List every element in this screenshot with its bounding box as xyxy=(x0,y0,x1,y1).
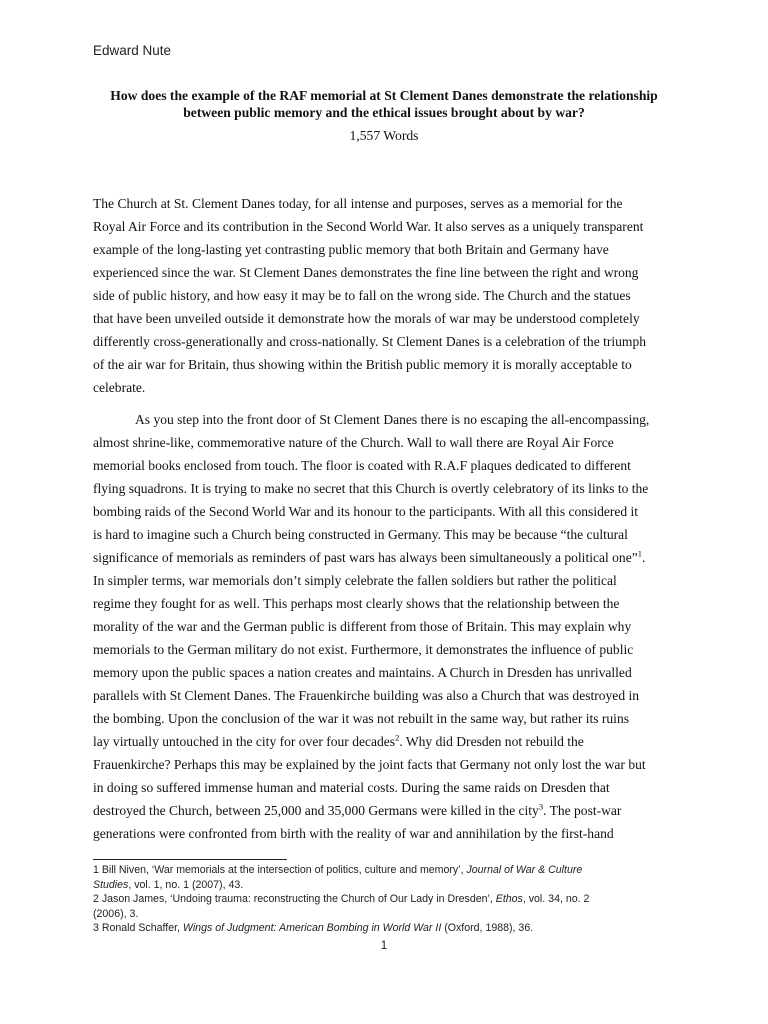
text-line: almost shrine-like, commemorative nature of the Church. Wall to wall there are Royal Air Force xyxy=(93,435,614,450)
page-number: 1 xyxy=(380,938,388,952)
title-line-1: How does the example of the RAF memorial at St Clement Danes demonstrate the relationship xyxy=(110,88,658,103)
footnote-2-continued: (2006), 3. xyxy=(93,907,139,920)
text-line xyxy=(93,546,675,569)
footnote-2 xyxy=(93,892,683,907)
footnote-1-continued xyxy=(93,878,683,893)
footnote-ref-1: 1 xyxy=(637,548,642,559)
text-segment: significance of memorials as reminders of past wars has always been simultaneously a political one” xyxy=(93,550,638,565)
text-line: celebrate. xyxy=(93,380,146,395)
text-line: memorials to the German military do not exist. Furthermore, it demonstrates the influence of public xyxy=(93,642,634,657)
text-line xyxy=(93,730,675,753)
paragraph-1 xyxy=(93,192,675,399)
text-line: of the air war for Britain, thus showing within the British public memory it is morally acceptable to xyxy=(93,357,632,372)
footnotes xyxy=(93,863,683,936)
footnote-ref-2: 2 xyxy=(395,732,400,743)
text-segment: . The post-war xyxy=(543,803,622,818)
text-line: Frauenkirche? Perhaps this may be explained by the joint facts that Germany not only lost the war but xyxy=(93,757,646,772)
text-line xyxy=(93,799,675,822)
text-line: differently cross-generationally and cross-nationally. St Clement Danes is a celebration of the triumph xyxy=(93,334,647,349)
footnote-1 xyxy=(93,863,683,878)
text-segment: lay virtually untouched in the city for over four decades xyxy=(93,734,396,749)
text-line: memorial books enclosed from touch. The floor is coated with R.A.F plaques dedicated to different xyxy=(93,458,631,473)
footnote-3 xyxy=(93,921,683,936)
title-line-2: between public memory and the ethical issues brought about by war? xyxy=(183,105,585,120)
essay-title xyxy=(93,87,675,121)
text-line: flying squadrons. It is trying to make no secret that this Church is overtly celebratory of its links to the xyxy=(93,481,649,496)
text-line: morality of the war and the German public is different from those of Britain. This may explain why xyxy=(93,619,632,634)
text-line: generations were confronted from birth with the reality of war and annihilation by the first-hand xyxy=(93,826,614,841)
text-line: in doing so suffered immense human and material costs. During the same raids on Dresden that xyxy=(93,780,610,795)
footnote-journal: Ethos xyxy=(495,893,523,905)
footnote-text: 2 Jason James, ‘Undoing trauma: reconstructing the Church of Our Lady in Dresden’, xyxy=(93,893,496,905)
text-line: regime they fought for as well. This perhaps most clearly shows that the relationship between the xyxy=(93,596,620,611)
text-segment: destroyed the Church, between 25,000 and 35,000 Germans were killed in the city xyxy=(93,803,539,818)
text-line: As you step into the front door of St Clement Danes there is no escaping the all-encompassing, xyxy=(135,412,650,427)
text-line: the bombing. Upon the conclusion of the war it was not rebuilt in the same way, but rather its ruins xyxy=(93,711,629,726)
text-line: bombing raids of the Second World War and its honour to the participants. With all this considered it xyxy=(93,504,639,519)
footnote-journal: Journal of War & Culture xyxy=(466,864,583,876)
text-segment: . xyxy=(641,550,646,565)
text-line: In simpler terms, war memorials don’t simply celebrate the fallen soldiers but rather the political xyxy=(93,573,617,588)
text-segment: . Why did Dresden not rebuild the xyxy=(399,734,584,749)
page-header-author: Edward Nute xyxy=(93,43,172,58)
word-count: 1,557 Words xyxy=(349,128,419,143)
text-line: side of public history, and how easy it may be to fall on the wrong side. The Church and the statues xyxy=(93,288,631,303)
footnote-ref-3: 3 xyxy=(538,801,544,812)
text-line: example of the long-lasting yet contrasting public memory that both Britain and Germany have xyxy=(93,242,609,257)
footnote-text: , vol. 1, no. 1 (2007), 43. xyxy=(128,878,244,891)
footnote-text: 1 Bill Niven, ‘War memorials at the intersection of politics, culture and memory’, xyxy=(93,864,467,876)
footnote-text: , vol. 34, no. 2 xyxy=(522,893,590,905)
footnote-journal: Studies xyxy=(93,878,129,891)
text-line: that have been unveiled outside it demonstrate how the morals of war may be understood completely xyxy=(93,311,640,326)
text-line: memory upon the public spaces a nation creates and maintains. A Church in Dresden has unrivalled xyxy=(93,665,632,680)
paragraph-2 xyxy=(93,408,675,845)
footnote-book: Wings of Judgment: American Bombing in World War II xyxy=(182,922,442,934)
text-line: parallels with St Clement Danes. The Frauenkirche building was also a Church that was destroyed in xyxy=(93,688,640,703)
footnote-separator xyxy=(93,859,287,860)
text-line: The Church at St. Clement Danes today, for all intense and purposes, serves as a memorial for the xyxy=(93,196,623,211)
text-line: Royal Air Force and its contribution in the Second World War. It also serves as a uniquely transparent xyxy=(93,219,644,234)
text-line: is hard to imagine such a Church being constructed in Germany. This may be because “the cultural xyxy=(93,527,628,542)
text-line: experienced since the war. St Clement Danes demonstrates the fine line between the right and wrong xyxy=(93,265,639,280)
footnote-text: 3 Ronald Schaffer, xyxy=(93,922,183,934)
essay-body xyxy=(93,192,675,845)
footnote-text: (Oxford, 1988), 36. xyxy=(441,922,534,934)
